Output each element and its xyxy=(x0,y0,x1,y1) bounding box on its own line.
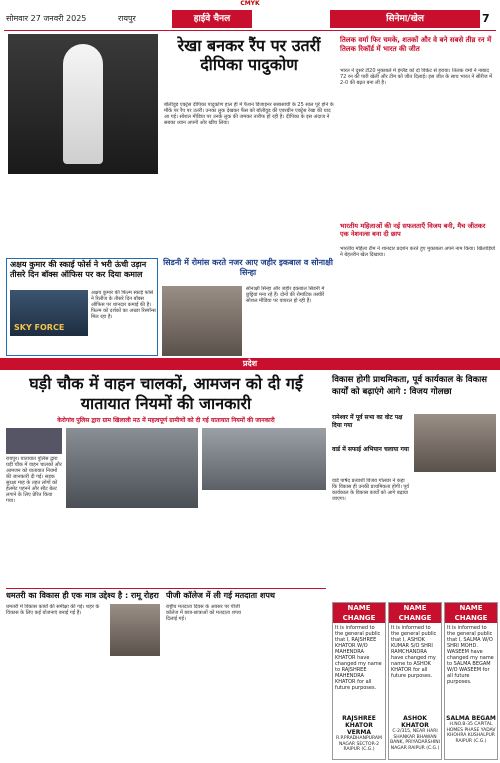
vikas-bullet-1: रामेश्वर में पूर्व सभा का वोट पक्ष दिया गया xyxy=(332,414,403,429)
ghadi-chowk-headline: घड़ी चौक में वाहन चालकों, आमजन को दी गई यातायात नियमों की जानकारी xyxy=(29,374,303,413)
sidney-headline: सिडनी में रोमांस करते नजर आए जहीर इकबाल व सोनाक्षी सिन्हा xyxy=(163,258,333,277)
rekha-article-body: बॉलीवुड एक्ट्रेस दीपिका पादुकोण हाल ही में फैशन डिजाइनर सब्यसाची के 25 साल पूरे होने के मौके पर रैंप पर उतरीं। उनका लुक देखकर फैंस को बॉलीवुड की एवरग्रीन एक्ट्रेस रेखा की याद आ गई। सोशल मीडिया पर उनके लुक की जमकर तारीफ हो रही है। दीपिका के इस अंदाज ने सबका ध्यान अपनी ओर खींच लिया। xyxy=(164,102,334,126)
ghadi-chowk-body-col3 xyxy=(134,512,198,586)
akshay-article-body: अक्षय कुमार की फिल्म स्काई फोर्स ने रिलीज के तीसरे दिन बॉक्स ऑफिस पर शानदार कमाई की है। फिल्म को दर्शकों का अच्छा रिस्पॉन्स मिल रहा है। xyxy=(91,290,156,320)
notice-address: R.P.PRADHANPURAM NAGAR SECTOR-2 RAIPUR (C.G.) xyxy=(336,736,382,752)
vijay-golchha-photo xyxy=(414,414,496,472)
vikas-body: वार्ड पार्षद प्रत्याशी विजय गोलछा ने कहा कि विकास ही उनकी प्राथमिकता होगी। पूर्व कार्यकाल के विकास कार्यों को आगे बढ़ाया जाएगा। xyxy=(332,478,410,502)
divider-rule xyxy=(6,588,326,589)
pg-college-body-col2 xyxy=(248,604,326,759)
traffic-photo-small xyxy=(6,428,62,454)
notice-title: NAME CHANGE xyxy=(389,603,441,623)
sonakshi-zaheer-photo xyxy=(162,286,242,356)
ghadi-chowk-subheadline: केरोगांव पुलिस द्वारा ग्राम खिलाली मठ में महत्वपूर्ण ग्रामीणों को दी गई यातायात नियमों की जानकारी xyxy=(57,417,275,424)
vikas-bullet-2: वार्ड में सफाई अभियान चलाया गया xyxy=(332,446,409,453)
notice-body: It is informed to the general public that I, ASHOK KUMAR S/O SHRI RAMCHANDRA have changed my name to ASHOK KHATOR for all future purposes. xyxy=(391,625,437,679)
notice-address: C-2/315, NEAR HARI SHANKAR BHAWAN BANK, PRIYADARSHINI NAGAR RAIPUR (C.G.) xyxy=(390,729,440,751)
name-change-notice-3 xyxy=(444,602,498,760)
police-awareness-photo xyxy=(202,428,326,490)
ghadi-chowk-body-col2 xyxy=(66,512,130,586)
notice-address: H.NO.B-35 CAPITAL HOMES PHASE YADAV KHOHRA KUSHALPUR RAIPUR (C.G.) xyxy=(446,722,496,744)
notice-title: NAME CHANGE xyxy=(333,603,385,623)
akshay-headline: अक्षय कुमार की स्काई फोर्स ने भरी ऊंची उड़ान तीसरे दिन बॉक्स ऑफिस पर कर दिया कमाल xyxy=(10,260,147,279)
notice-title: NAME CHANGE xyxy=(445,603,497,623)
ghadi-chowk-body: रायपुर। यातायात पुलिस द्वारा घड़ी चौक में वाहन चालकों और आमजन को यातायात नियमों की जानकारी दी गई। सड़क सुरक्षा माह के तहत लोगों को हेलमेट पहनने और सीट बेल्ट लगाने के लिए प्रेरित किया गया। xyxy=(6,456,62,504)
sky-force-poster xyxy=(10,290,88,336)
sports-headline-tilak: तिलक वर्मा फिर चमके, शतकों और वे बने सबसे तीव्र रन में तिलक रिकॉर्ड में भारत की जीत xyxy=(340,36,492,53)
pradesh-section-banner: प्रदेश xyxy=(0,358,500,370)
section-banner-highway: हाईवे चैनल xyxy=(172,10,252,28)
sports-headline-women: भारतीय महिलाओं की नई सफलताएँ विजय बनी, मैच जीतकर एक नेशनल्स बना दी छाप xyxy=(340,222,486,238)
ghadi-chowk-body-col4 xyxy=(202,494,326,586)
rekha-article-body-continued xyxy=(8,178,158,254)
rekha-headline: रेखा बनकर रैंप पर उतरीं दीपिका पादुकोण xyxy=(177,36,321,74)
sidney-article-body: सोनाक्षी सिन्हा और जहीर इकबाल सिडनी में छुट्टियां मना रहे हैं। दोनों की रोमांटिक तस्वीरें सोशल मीडिया पर वायरल हो रही हैं। xyxy=(246,286,325,304)
name-change-notice-2 xyxy=(388,602,442,760)
notice-name: ASHOK KHATOR xyxy=(401,715,429,729)
traffic-awareness-photo xyxy=(66,428,198,508)
sports-article-body-women: भारतीय महिला टीम ने शानदार प्रदर्शन करते हुए मुकाबला अपने नाम किया। खिलाड़ियों ने बेहतरीन खेल दिखाया। xyxy=(340,246,496,258)
masthead-date: सोमवार 27 जनवरी 2025 xyxy=(6,10,116,28)
vikas-headline: विकास होगी प्राथमिकता, पूर्व कार्यकाल के विकास कार्यों को बढ़ाएंगे आगे : विजय गोलछा xyxy=(332,375,488,397)
notice-body: It is informed to the general public that I, SALMA W/O SHRI MOHD. WASEEM have changed my name to SALMA BEGAM W/O WASEEM for all future purposes. xyxy=(447,625,494,685)
dhamtari-headline: धमतरी का विकास ही एक मात्र उद्देश्य है : रामू रोहरा xyxy=(6,591,159,600)
dhamtari-body-col2 xyxy=(110,660,162,759)
dhamtari-body: धमतरी में विकास कार्यों की समीक्षा की गई। शहर के विकास के लिए कई योजनाएं बनाई गई हैं। xyxy=(6,604,100,616)
runway-figure xyxy=(63,44,103,164)
notice-body: It is informed to the general public that I, RAJSHREE KHATOR W/O MAHENDRA KHATOR have changed my name to RAJSHREE MAHENDRA KHATOR for all future purposes. xyxy=(335,625,382,691)
page-number: 7 xyxy=(482,12,490,25)
pg-college-headline: पीजी कॉलेज में ली गई मतदाता शपथ xyxy=(166,591,276,600)
vikas-body-col2 xyxy=(414,476,496,598)
rekha-photo xyxy=(8,34,158,174)
notice-name: SALMA BEGAM xyxy=(446,715,496,722)
sky-force-label: SKY FORCE xyxy=(14,323,65,332)
masthead-rule xyxy=(4,30,496,31)
masthead-city: रायपुर xyxy=(118,14,136,23)
brand-mark: CMYK xyxy=(240,0,260,7)
pg-college-body: राष्ट्रीय मतदाता दिवस के अवसर पर पीजी कॉलेज में छात्र-छात्राओं को मतदाता शपथ दिलाई गई। xyxy=(166,604,242,622)
notice-name: RAJSHREE KHATOR VERMA xyxy=(342,715,376,736)
ramu-rohra-photo xyxy=(110,604,160,656)
name-change-notice-1 xyxy=(332,602,386,760)
sports-article-body-tilak: भारत ने दूसरे टी20 मुकाबले में इंग्लैंड को दो विकेट से हराया। तिलक वर्मा ने नाबाद 72 रन की पारी खेली और टीम को जीत दिलाई। इस जीत के साथ भारत ने सीरीज में 2-0 की बढ़त बना ली है। xyxy=(340,68,493,86)
section-banner-cinema-sports: सिनेमा/खेल xyxy=(330,10,480,28)
